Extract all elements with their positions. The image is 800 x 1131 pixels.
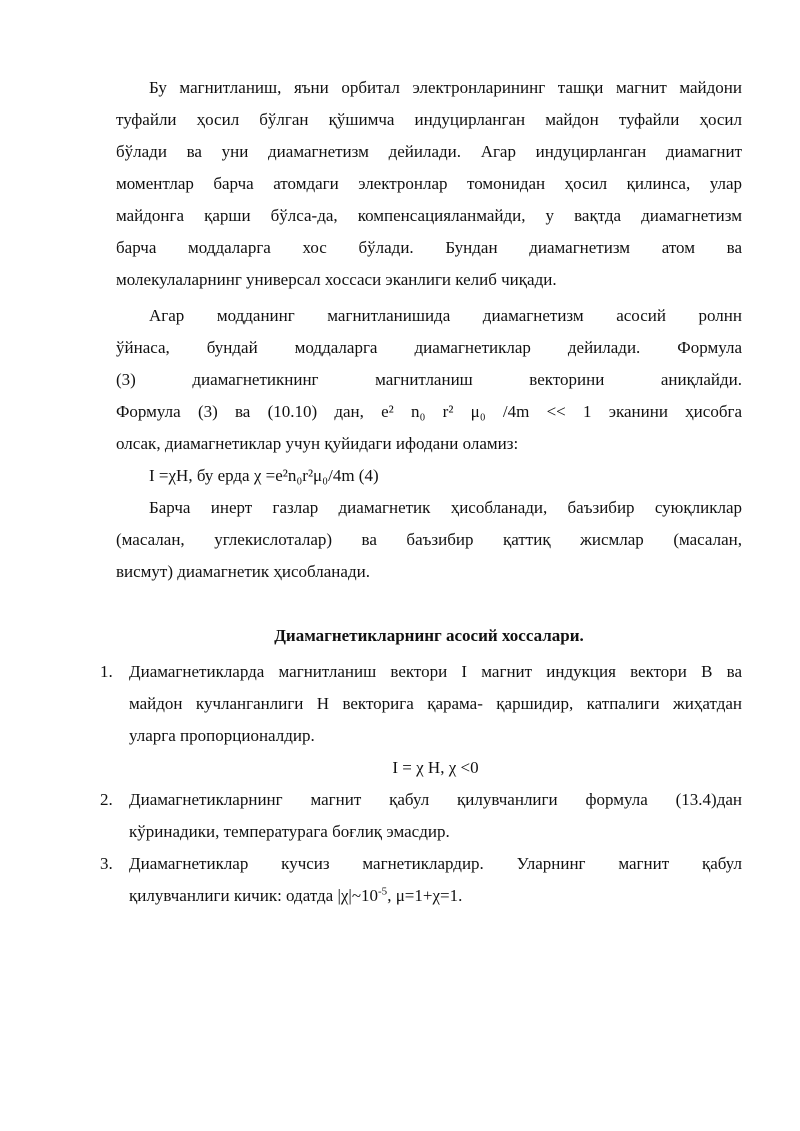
list-number: 2.	[100, 790, 113, 809]
formula-4: I =χH, бу ерда χ =e²n₀r²μ₀/4m (4)	[149, 466, 379, 485]
text-line: Бу магнитланиш, яъни орбитал электронларининг ташқи магнит майдони	[149, 78, 742, 97]
text-fragment: , μ=1+χ=1.	[387, 886, 463, 905]
text-line: моментлар барча атомдаги электронлар томонидан ҳосил қилинса, улар	[116, 174, 742, 193]
list-number: 3.	[100, 854, 113, 873]
text-line: Формула (3) ва (10.10) дан, e² n₀ r² μ₀ /4m << 1 эканини ҳисобга	[116, 402, 742, 421]
list-number: 1.	[100, 662, 113, 681]
text-line: барча моддаларга хос бўлади. Бундан диамагнетизм атом ва	[116, 238, 742, 257]
list-item	[100, 848, 742, 912]
text-fragment: қилувчанлиги кичик: одатда |χ|~10	[129, 886, 379, 905]
text-line: молекулаларнинг универсал хоссаси эканлиги келиб чиқади.	[116, 270, 557, 289]
text-line: майдон кучланганлиги H векторига қарама- қаршидир, катпалиги жиҳатдан	[129, 694, 742, 713]
text-line: Диамагнетикларнинг магнит қабул қилувчанлиги формула (13.4)дан	[129, 790, 742, 809]
text-line: туфайли ҳосил бўлган қўшимча индуцирланган майдон туфайли ҳосил	[116, 110, 742, 129]
text-line: майдонга қарши бўлса-да, компенсацияланмайди, у вақтда диамагнетизм	[116, 206, 742, 225]
text-line: уларга пропорционалдир.	[129, 726, 315, 745]
paragraph-diamagnetics-definition	[116, 300, 742, 492]
text-line: висмут) диамагнетик ҳисобланади.	[116, 562, 370, 581]
text-line: бўлади ва уни диамагнетизм дейилади. Агар индуцирланган диамагнит	[116, 142, 742, 161]
text-line: кўринадики, температурага боғлиқ эмасдир.	[129, 822, 450, 841]
text-line: Барча инерт газлар диамагнетик ҳисобланади, баъзибир суюқликлар	[149, 498, 742, 517]
list-item	[100, 784, 742, 848]
properties-list	[100, 656, 742, 912]
paragraph-diamagnetism-intro	[116, 72, 742, 296]
text-line: Диамагнетикларда магнитланиш вектори I магнит индукция вектори B ва	[129, 662, 742, 681]
text-line-with-superscript	[129, 880, 742, 912]
text-line: олсак, диамагнетиклар учун қуйидаги ифодани оламиз:	[116, 434, 519, 453]
list-item	[100, 656, 742, 784]
section-heading: Диамагнетикларнинг асосий хоссалари.	[274, 626, 584, 645]
text-line: ўйнаса, бундай моддаларга диамагнетиклар дейилади. Формула	[116, 338, 742, 357]
formula-magnetization: I = χ H, χ <0	[392, 758, 479, 777]
text-line: Диамагнетиклар кучсиз магнетиклардир. Уларнинг магнит қабул	[129, 854, 742, 873]
text-line: Агар модданинг магнитланишида диамагнетизм асосий ролнн	[149, 306, 742, 325]
superscript-exponent: -5	[378, 885, 388, 898]
text-line: (масалан, углекислоталар) ва баъзибир қаттиқ жисмлар (масалан,	[116, 530, 742, 549]
text-line: (3) диамагнетикнинг магнитланиш векторини аниқлайди.	[116, 370, 742, 389]
paragraph-examples	[116, 492, 742, 588]
